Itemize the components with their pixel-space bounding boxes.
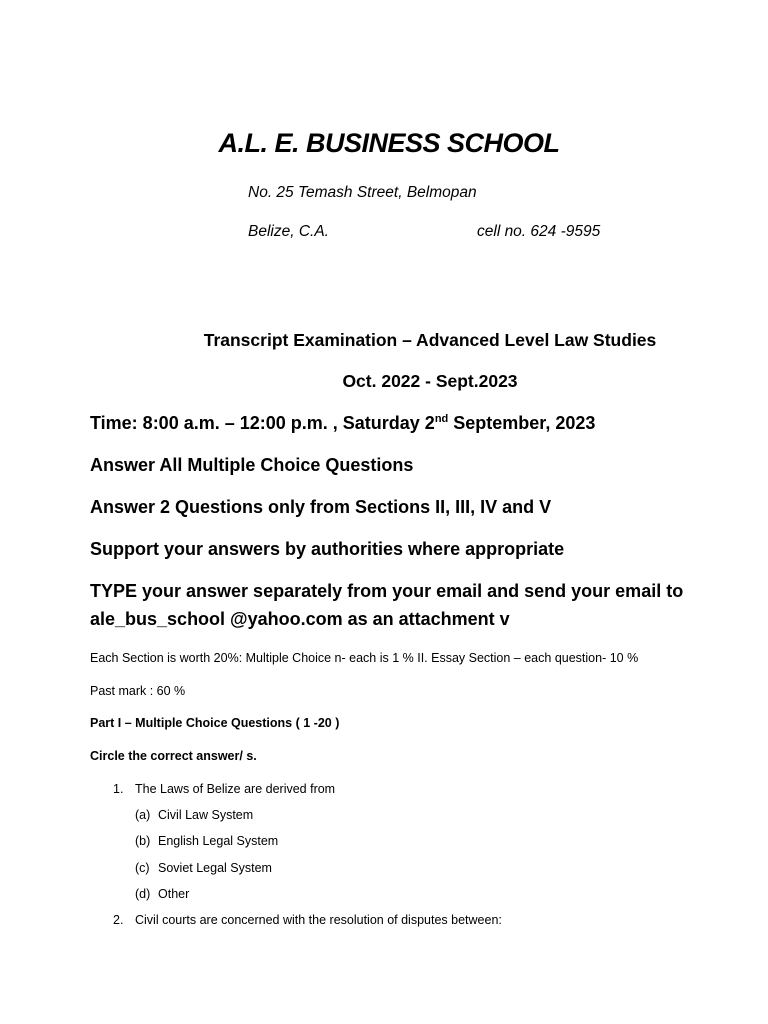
address-line-2: Belize, C.A. xyxy=(248,223,329,240)
instruction-4b: ale_bus_school @yahoo.com as an attachment v xyxy=(90,609,510,629)
question-number: 1. xyxy=(113,782,124,796)
exam-time-suffix: September, 2023 xyxy=(448,413,596,433)
option-label: (c) xyxy=(135,861,150,875)
exam-time-prefix: Time: 8:00 a.m. – 12:00 p.m. , Saturday 2 xyxy=(90,413,435,433)
option-text: Soviet Legal System xyxy=(158,861,272,875)
question-number: 2. xyxy=(113,913,124,927)
exam-title: Transcript Examination – Advanced Level Law Studies xyxy=(203,330,657,350)
instruction-3: Support your answers by authorities where appropriate xyxy=(90,539,565,559)
option-label: (a) xyxy=(135,808,151,822)
option-text: English Legal System xyxy=(158,834,279,848)
section-worth-note: Each Section is worth 20%: Multiple Choice n- each is 1 % II. Essay Section – each question- 10 % xyxy=(90,651,639,665)
exam-time xyxy=(90,413,595,434)
school-name: A.L. E. BUSINESS SCHOOL xyxy=(218,128,560,158)
option-label: (b) xyxy=(135,834,151,848)
pass-mark-note: Past mark : 60 % xyxy=(90,684,186,698)
option-text: Other xyxy=(158,887,190,901)
circle-instruction: Circle the correct answer/ s. xyxy=(90,749,257,763)
instruction-1: Answer All Multiple Choice Questions xyxy=(90,455,414,475)
exam-time-sup: nd xyxy=(434,413,449,425)
question-text: The Laws of Belize are derived from xyxy=(135,782,336,796)
option-text: Civil Law System xyxy=(158,808,254,822)
part-title: Part I – Multiple Choice Questions ( 1 -20 ) xyxy=(90,716,340,730)
question-text: Civil courts are concerned with the resolution of disputes between: xyxy=(135,913,502,927)
option-label: (d) xyxy=(135,887,151,901)
instruction-2: Answer 2 Questions only from Sections II, III, IV and V xyxy=(90,497,552,517)
instruction-4a: TYPE your answer separately from your email and send your email to xyxy=(90,581,684,601)
address-line-1: No. 25 Temash Street, Belmopan xyxy=(248,184,477,201)
exam-period: Oct. 2022 - Sept.2023 xyxy=(342,371,518,391)
cell-number: cell no. 624 -9595 xyxy=(477,223,601,240)
